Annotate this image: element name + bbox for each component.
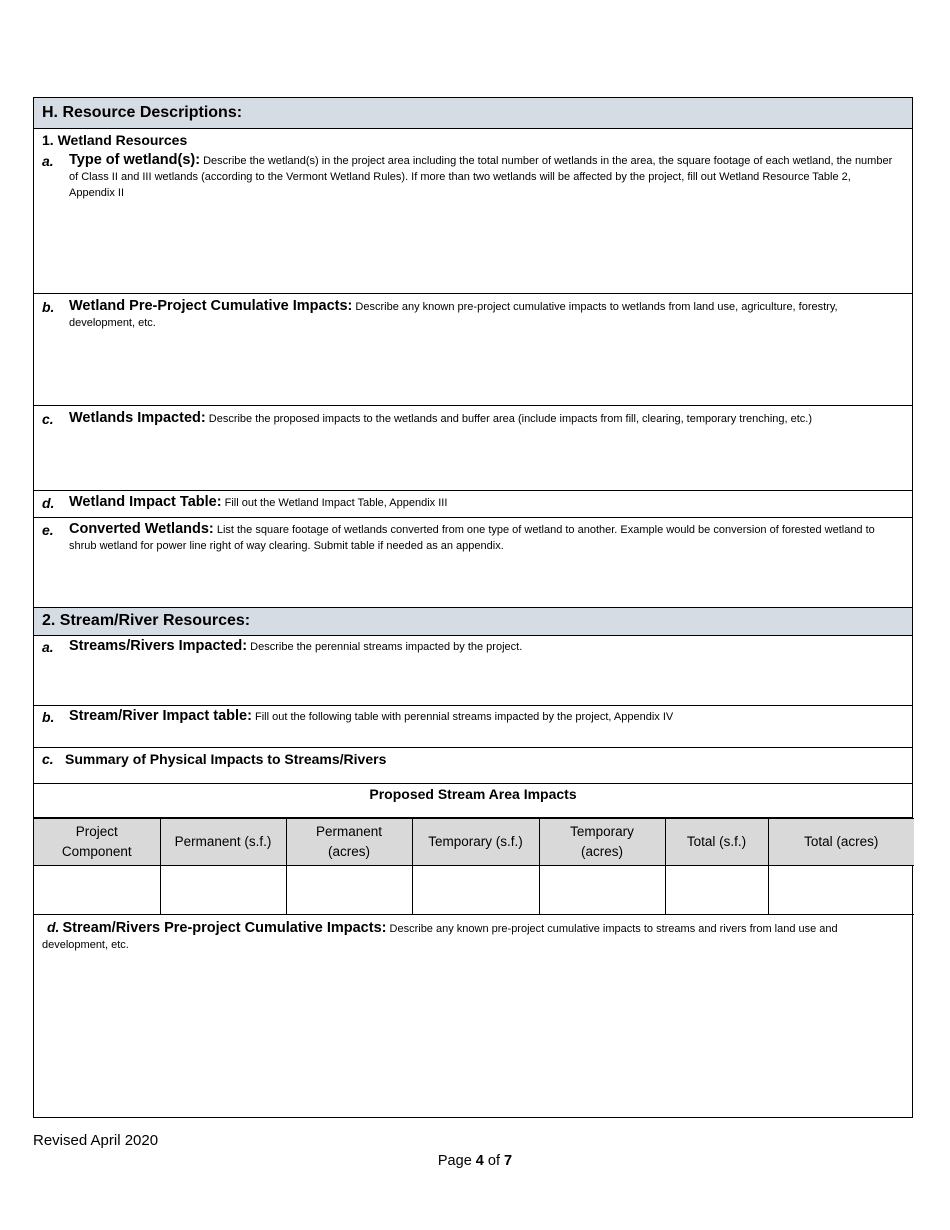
item-letter: e. <box>42 522 54 538</box>
physical-impacts-summary-section <box>34 748 912 784</box>
section-h-title: H. Resource Descriptions: <box>42 104 243 121</box>
cell-project-component[interactable] <box>34 866 160 915</box>
converted-wetlands-text <box>69 521 894 554</box>
stream-section-header <box>34 608 912 636</box>
wetland-impact-table-label: Wetland Impact Table: <box>69 494 222 510</box>
column-header-permanent-sf: Permanent (s.f.) <box>160 819 286 866</box>
cell-total-acres[interactable] <box>768 866 914 915</box>
stream-section-title: 2. Stream/River Resources: <box>42 612 251 629</box>
page-number: Page 4 of 7 <box>437 1153 513 1169</box>
stream-impact-table-instructions: Fill out the following table with perennial streams impacted by the project, Appendix IV <box>251 711 674 723</box>
converted-wetlands-label: Converted Wetlands: <box>69 521 214 537</box>
cell-total-sf[interactable] <box>665 866 768 915</box>
column-header-temporary-acres: Temporary (acres) <box>539 819 665 866</box>
item-letter: b. <box>42 709 55 725</box>
wetland-cumulative-instructions: Describe any known pre-project cumulative impacts to wetlands from land use, agriculture, forestry, development, etc. <box>69 301 838 329</box>
wetland-impact-table-text <box>69 494 894 511</box>
page-current: 4 <box>475 1153 484 1169</box>
page-total: 7 <box>504 1153 513 1169</box>
stream-impact-table-text <box>69 708 894 725</box>
cell-temporary-sf[interactable] <box>412 866 539 915</box>
physical-impacts-summary-label: Summary of Physical Impacts to Streams/Rivers <box>65 751 387 767</box>
stream-area-impacts-table <box>34 818 914 915</box>
wetland-impact-table-section <box>34 491 912 518</box>
cell-permanent-sf[interactable] <box>160 866 286 915</box>
item-letter: b. <box>42 299 55 315</box>
wetland-type-section[interactable] <box>34 129 912 294</box>
converted-wetlands-instructions: List the square footage of wetlands converted from one type of wetland to another. Example would be conversion of forested wetland to shrub wetland for power line right of way clearing. Submit table if needed as an appendix. <box>69 524 875 552</box>
stream-cumulative-label: Stream/Rivers Pre-project Cumulative Impacts: <box>62 920 387 936</box>
wetlands-impacted-section[interactable] <box>34 406 912 491</box>
wetlands-impacted-text <box>69 410 894 427</box>
stream-cumulative-text <box>42 919 894 953</box>
column-header-permanent-acres: Permanent (acres) <box>286 819 412 866</box>
wetland-cumulative-label: Wetland Pre-Project Cumulative Impacts: <box>69 298 353 314</box>
item-letter: d. <box>47 919 60 935</box>
column-header-total-acres: Total (acres) <box>768 819 914 866</box>
stream-cumulative-instructions: Describe any known pre-project cumulative impacts to streams and rivers from land use and development, etc. <box>42 923 838 951</box>
column-header-project-component: Project Component <box>34 819 160 866</box>
stream-table-title-row <box>34 784 912 818</box>
streams-impacted-text <box>69 638 894 655</box>
table-header-row <box>34 819 914 866</box>
wetlands-impacted-instructions: Describe the proposed impacts to the wetlands and buffer area (include impacts from fill, clearing, temporary trenching, etc.) <box>205 413 813 425</box>
revision-date: Revised April 2020 <box>33 1132 159 1149</box>
item-letter: a. <box>42 639 54 655</box>
table-row <box>34 866 914 915</box>
wetland-impact-table-instructions: Fill out the Wetland Impact Table, Appendix III <box>221 497 448 509</box>
item-letter: a. <box>42 153 54 169</box>
wetlands-impacted-label: Wetlands Impacted: <box>69 410 206 426</box>
column-header-temporary-sf: Temporary (s.f.) <box>412 819 539 866</box>
wetland-type-label: Type of wetland(s): <box>69 152 201 168</box>
streams-impacted-section[interactable] <box>34 636 912 706</box>
stream-table-title: Proposed Stream Area Impacts <box>369 786 577 802</box>
converted-wetlands-section[interactable] <box>34 518 912 608</box>
resource-descriptions-form <box>33 97 913 1118</box>
wetland-resources-title: 1. Wetland Resources <box>42 132 188 148</box>
section-h-header <box>34 98 912 129</box>
stream-impact-table-label: Stream/River Impact table: <box>69 708 252 724</box>
item-letter: d. <box>42 495 55 511</box>
item-letter: c. <box>42 411 54 427</box>
column-header-total-sf: Total (s.f.) <box>665 819 768 866</box>
stream-impact-table-section <box>34 706 912 748</box>
wetland-cumulative-section[interactable] <box>34 294 912 406</box>
item-letter: c. <box>42 751 54 767</box>
wetland-cumulative-text <box>69 298 894 331</box>
stream-cumulative-section[interactable] <box>34 916 912 1118</box>
wetland-type-text <box>69 152 894 201</box>
streams-impacted-instructions: Describe the perennial streams impacted by the project. <box>247 641 523 653</box>
cell-permanent-acres[interactable] <box>286 866 412 915</box>
cell-temporary-acres[interactable] <box>539 866 665 915</box>
wetland-type-instructions: Describe the wetland(s) in the project area including the total number of wetlands in the area, the square footage of each wetland, the number of Class II and III wetlands (according to the Vermont Wetland Rules). If more than two wetlands will be affected by the project, fill out Wetland Resource Table 2, Appendix II <box>69 155 893 199</box>
streams-impacted-label: Streams/Rivers Impacted: <box>69 638 248 654</box>
